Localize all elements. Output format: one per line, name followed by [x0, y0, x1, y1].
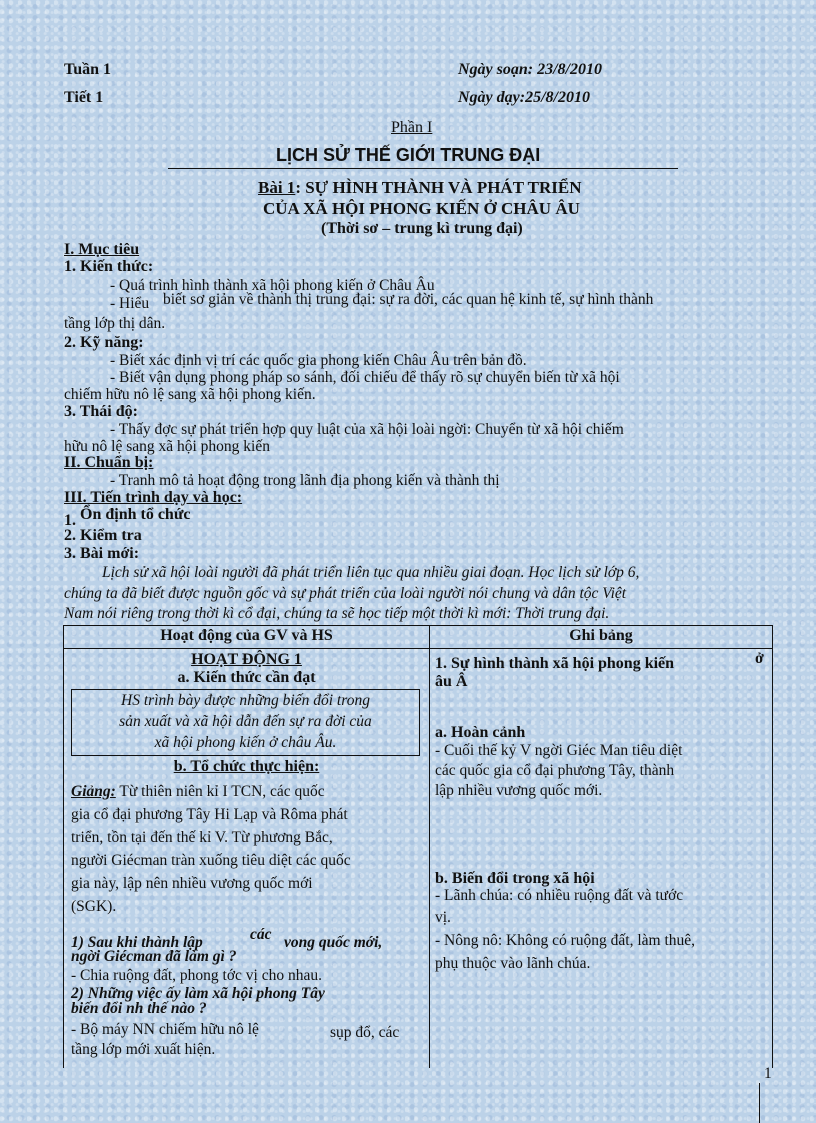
- date-prepared: Ngày soạn: 23/8/2010: [458, 61, 602, 78]
- lecture-label: Giảng:: [71, 783, 116, 800]
- answer-1: - Chia ruộng đất, phong tớc vị cho nhau.: [71, 967, 322, 984]
- lecture-line-4: người Giécman tràn xuống tiêu diệt các quốc: [71, 852, 351, 869]
- answer-2-part-a: - Bộ máy NN chiếm hữu nô lệ: [71, 1021, 259, 1038]
- lecture-line-6: (SGK).: [71, 898, 117, 915]
- lesson-title-text: : SỰ HÌNH THÀNH VÀ PHÁT TRIỂN: [295, 178, 582, 197]
- main-title: LỊCH SỬ THẾ GIỚI TRUNG ĐẠI: [276, 145, 541, 165]
- needed-knowledge-heading: a. Kiến thức cần đạt: [177, 669, 316, 686]
- objective-box-line1: HS trình bày được những biến đổi trong: [121, 692, 370, 709]
- lecture-line-3: triển, tồn tại đến thế kỉ V. Từ phương Bắc,: [71, 829, 333, 846]
- objective-box-line3: xã hội phong kiến ở châu Âu.: [154, 734, 337, 751]
- objectives-heading: I. Mục tiêu: [64, 241, 140, 258]
- objective-box-line2: sản xuất và xã hội dẫn đến sự ra đời của: [119, 713, 372, 730]
- process-heading: III. Tiến trình dạy và học:: [64, 489, 243, 506]
- question-1-part-c: vong quốc mới,: [284, 934, 383, 951]
- knowledge-heading: 1. Kiến thức:: [64, 258, 154, 275]
- change-line-2: vị.: [435, 909, 451, 926]
- lecture-line-1-text: Từ thiên niên kỉ I TCN, các quốc: [119, 783, 325, 800]
- table-col2-header: Ghi bảng: [569, 627, 633, 644]
- lesson-number: Tiết 1: [64, 89, 104, 106]
- change-heading: b. Biến đổi trong xã hội: [435, 870, 595, 887]
- lesson-title-line2: CỦA XÃ HỘI PHONG KIẾN Ở CHÂU ÂU: [263, 199, 580, 218]
- skills-item-2a: - Biết vận dụng phong pháp so sánh, đối chiếu để thấy rõ sự chuyển biến từ xã hội: [110, 369, 620, 386]
- table-col1-header: Hoạt động của GV và HS: [160, 627, 333, 644]
- preparation-heading: II. Chuẩn bị:: [64, 454, 154, 471]
- attitude-item-1a: - Thấy đợc sự phát triển hợp quy luật của xã hội loài ngời: Chuyển từ xã hội chiếm: [110, 421, 624, 438]
- lecture-line-2: gia cổ đại phương Tây Hi Lạp và Rôma phát: [71, 806, 348, 823]
- question-2-part-b: biến đổi nh thế nào ?: [71, 1000, 207, 1017]
- lecture-line-5: gia này, lập nên nhiều vương quốc mới: [71, 875, 313, 892]
- intro-line-2: chúng ta đã biết được nguồn gốc và sự phát triển của loài người nói chung và dân tộc Việt: [64, 585, 627, 602]
- attitude-heading: 3. Thái độ:: [64, 403, 138, 420]
- context-line-1: - Cuối thế kỷ V ngời Giéc Man tiêu diệt: [435, 742, 683, 759]
- step2-label: 2. Kiểm tra: [64, 527, 142, 544]
- skills-heading: 2. Kỹ năng:: [64, 334, 144, 351]
- date-taught: Ngày dạy:25/8/2010: [458, 89, 590, 106]
- skills-item-1: - Biết xác định vị trí các quốc gia phong kiến Châu Âu trên bản đồ.: [110, 352, 527, 369]
- question-2-part-a: 2) Những việc ấy làm xã hội phong Tây: [71, 985, 325, 1002]
- knowledge-item-2a: - Hiểu: [110, 295, 150, 312]
- right-section-title-b: ở: [755, 650, 764, 667]
- page-number: 1: [764, 1065, 772, 1082]
- lesson-title-line1: [258, 178, 582, 198]
- change-line-1: - Lãnh chúa: có nhiều ruộng đất và tước: [435, 887, 684, 904]
- answer-2-part-c: tầng lớp mới xuất hiện.: [71, 1041, 216, 1058]
- lesson-subtitle: (Thời sơ – trung kì trung đại): [321, 220, 523, 237]
- step3-label: 3. Bài mới:: [64, 545, 140, 562]
- knowledge-item-2b: biết sơ giản về thành thị trung đại: sự ra đời, các quan hệ kinh tế, sự hình thành: [163, 291, 654, 308]
- title-underline: [168, 168, 678, 169]
- question-1-part-b: các: [250, 926, 272, 943]
- organize-heading: b. Tổ chức thực hiện:: [173, 758, 320, 775]
- table-body-col2-cell: [429, 648, 773, 1068]
- right-section-title-a: 1. Sự hình thành xã hội phong kiến: [435, 655, 675, 672]
- skills-item-2b: chiếm hữu nô lệ sang xã hội phong kiến.: [64, 386, 316, 403]
- question-1-part-a: 1) Sau khi thành lập: [71, 934, 203, 951]
- knowledge-item-2c: tầng lớp thị dân.: [64, 315, 166, 332]
- knowledge-item-1: - Quá trình hình thành xã hội phong kiến ở Châu Âu: [110, 277, 435, 294]
- change-line-3: - Nông nô: Không có ruộng đất, làm thuê,: [435, 932, 696, 949]
- change-line-4: phụ thuộc vào lãnh chúa.: [435, 955, 591, 972]
- page-corner-rule: [759, 1083, 760, 1123]
- lesson-label: Bài 1: [258, 178, 296, 197]
- answer-2-part-b: sụp đổ, các: [330, 1024, 400, 1041]
- lecture-line-1: [71, 783, 325, 801]
- preparation-item-1: - Tranh mô tả hoạt động trong lãnh địa phong kiến và thành thị: [110, 472, 500, 489]
- question-1-part-d: ngời Giécman đã làm gì ?: [71, 948, 237, 965]
- activity-title: HOẠT ĐỘNG 1: [191, 651, 302, 668]
- part-label: Phần I: [391, 119, 433, 136]
- attitude-item-1b: hữu nô lệ sang xã hội phong kiến: [64, 438, 270, 455]
- right-section-title-c: âu Â: [435, 673, 468, 690]
- context-heading: a. Hoàn cảnh: [435, 724, 526, 741]
- step1-number: 1.: [64, 512, 76, 529]
- intro-line-1: Lịch sử xã hội loài người đã phát triển liên tục qua nhiều giai đoạn. Học lịch sử lớp 6,: [102, 564, 640, 581]
- week-label: Tuần 1: [64, 61, 111, 78]
- context-line-3: lập nhiều vương quốc mới.: [435, 782, 603, 799]
- context-line-2: các quốc gia cổ đại phương Tây, thành: [435, 762, 675, 779]
- step1-label: Ổn định tổ chức: [80, 506, 191, 523]
- intro-line-3: Nam nói riêng trong thời kì cổ đại, chúng ta sẽ học tiếp một thời kì mới: Thời trung đại.: [64, 605, 610, 622]
